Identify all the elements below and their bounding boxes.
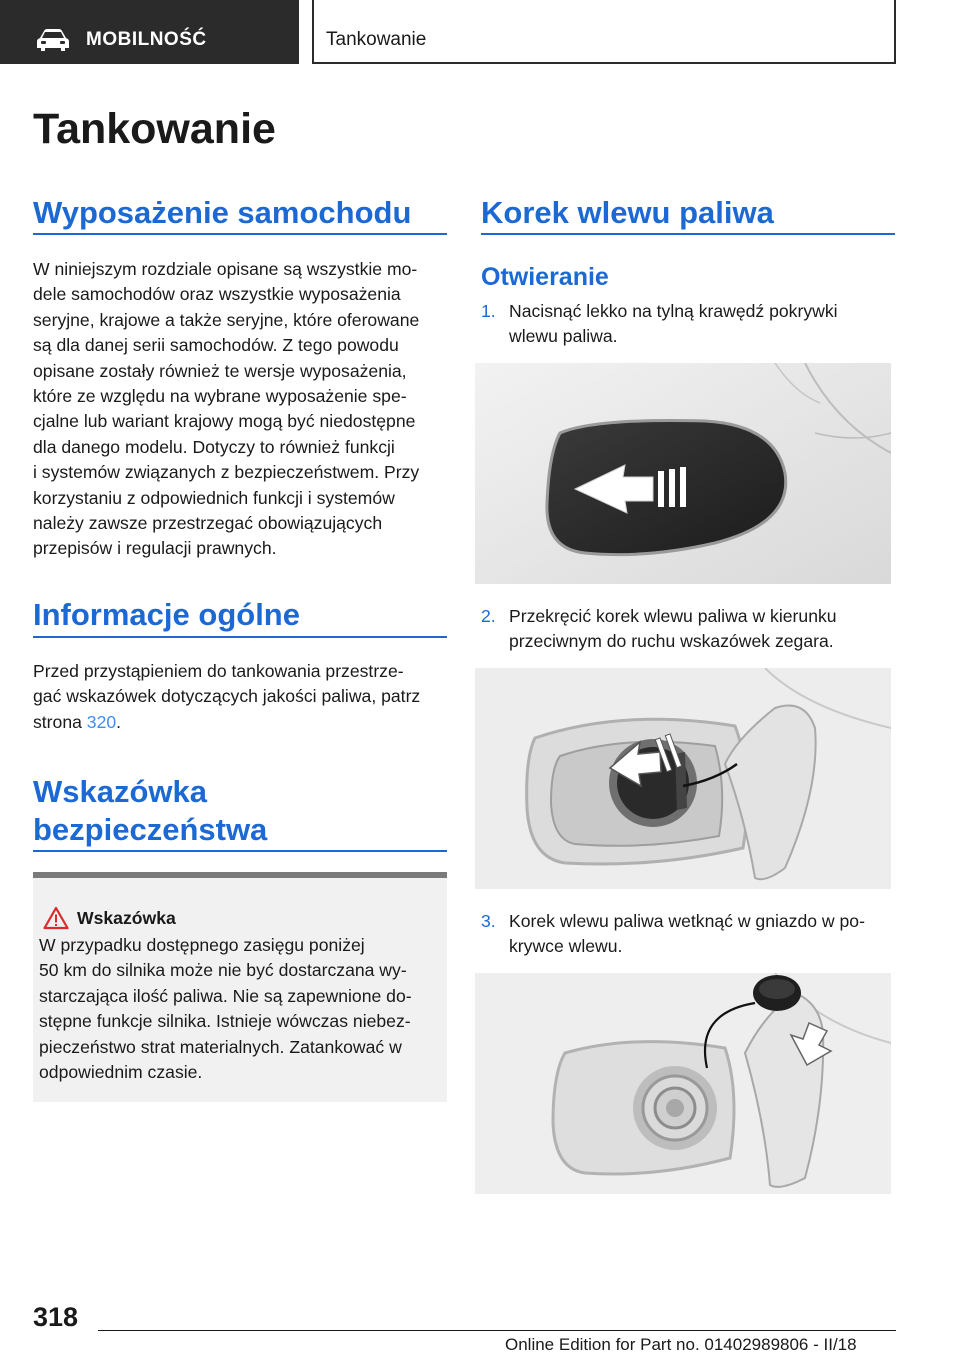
car-icon [36, 28, 70, 52]
text-line: Nacisnąć lekko na tylną krawędź pokrywki [509, 301, 838, 321]
fuel-cap-stowed-illustration [475, 973, 891, 1194]
safety-rule [33, 850, 447, 852]
text-fragment: strona [33, 711, 87, 732]
text-line: Przed przystąpieniem do tankowania przestrze‐ [33, 661, 404, 681]
equipment-heading: Wyposażenie samochodu [33, 195, 412, 230]
equipment-rule [33, 233, 447, 235]
text-line: i systemów związanych z bezpieczeństwem. Przy [33, 462, 420, 483]
text-line: dele samochodów oraz wszystkie wyposażenia [33, 284, 401, 305]
step-number: 3. [481, 911, 496, 931]
opening-subheading: Otwieranie [481, 263, 609, 291]
chapter-tab [312, 0, 896, 64]
text-line: seryjne, krajowe a także seryjne, które oferowane [33, 309, 420, 330]
text-line: są dla danej serii samochodów. Z tego powodu [33, 335, 399, 356]
warning-box [33, 872, 447, 1102]
fuel-cap-turn-illustration [475, 668, 891, 889]
step-text [509, 604, 899, 655]
general-rule [33, 636, 447, 638]
equipment-paragraph [33, 257, 453, 562]
page-reference-link[interactable]: 320 [86, 711, 117, 732]
text-line: przeciwnym do ruchu wskazówek zegara. [509, 631, 834, 652]
text-line: pieczeństwo strat materialnych. Zatankować w [39, 1036, 402, 1057]
text-line: odpowiednim czasie. [39, 1062, 203, 1083]
fuel-cap-heading: Korek wlewu paliwa [481, 195, 774, 230]
text-line [33, 710, 453, 735]
text-line: stępne funkcje silnika. Istnieje wówczas niebez‐ [39, 1011, 411, 1032]
step-number: 2. [481, 606, 496, 626]
section-tab [0, 0, 299, 64]
fuel-cap-stowed-image [475, 973, 891, 1194]
text-line: które ze względu na wybrane wyposażenie spe‐ [33, 386, 407, 407]
footer-edition: Online Edition for Part no. 01402989806 - II/18 [505, 1335, 857, 1354]
general-paragraph [33, 659, 453, 735]
footer-rule [98, 1330, 896, 1331]
fuel-cap-turn-image [475, 668, 891, 889]
warning-text [39, 933, 441, 1085]
text-line: krywce wlewu. [509, 936, 623, 957]
text-line: przepisów i regulacji prawnych. [33, 538, 277, 559]
chapter-label: Tankowanie [326, 29, 427, 50]
text-line: Przekręcić korek wlewu paliwa w kierunku [509, 606, 837, 626]
safety-heading-line2: bezpieczeństwa [33, 812, 268, 847]
text-line: Korek wlewu paliwa wetknąć w gniazdo w po‐ [509, 911, 865, 931]
general-heading: Informacje ogólne [33, 597, 300, 632]
warning-triangle-icon [43, 906, 69, 930]
step-text [509, 909, 899, 960]
text-line: gać wskazówek dotyczących jakości paliwa, patrz [33, 686, 421, 707]
text-line: W przypadku dostępnego zasięgu poniżej [39, 935, 365, 955]
text-line: cjalne lub wariant krajowy mogą być niedostępne [33, 411, 416, 432]
text-line: należy zawsze przestrzegać obowiązujących [33, 513, 383, 534]
safety-heading-line1: Wskazówka [33, 774, 208, 809]
section-label: MOBILNOŚĆ [86, 29, 207, 50]
text-line: starczająca ilość paliwa. Nie są zapewnione do‐ [39, 985, 412, 1006]
step-text [509, 299, 899, 350]
fuel-flap-closed-image [475, 363, 891, 584]
text-line: W niniejszym rozdziale opisane są wszystkie mo‐ [33, 259, 418, 279]
page-title: Tankowanie [33, 105, 276, 153]
page-number: 318 [33, 1302, 79, 1332]
text-line: korzystaniu z odpowiednich funkcji i systemów [33, 487, 395, 508]
text-line: opisane zostały również te wersje wyposażenia, [33, 360, 407, 381]
text-fragment: . [116, 711, 122, 732]
step-number: 1. [481, 301, 496, 321]
fuel-flap-closed-illustration [475, 363, 891, 584]
text-line: dla danego modelu. Dotyczy to również funkcji [33, 436, 395, 457]
text-line: wlewu paliwa. [509, 326, 618, 347]
warning-title: Wskazówka [77, 908, 176, 928]
text-line: 50 km do silnika może nie być dostarczana wy‐ [39, 960, 407, 981]
fuel-cap-rule [481, 233, 895, 235]
